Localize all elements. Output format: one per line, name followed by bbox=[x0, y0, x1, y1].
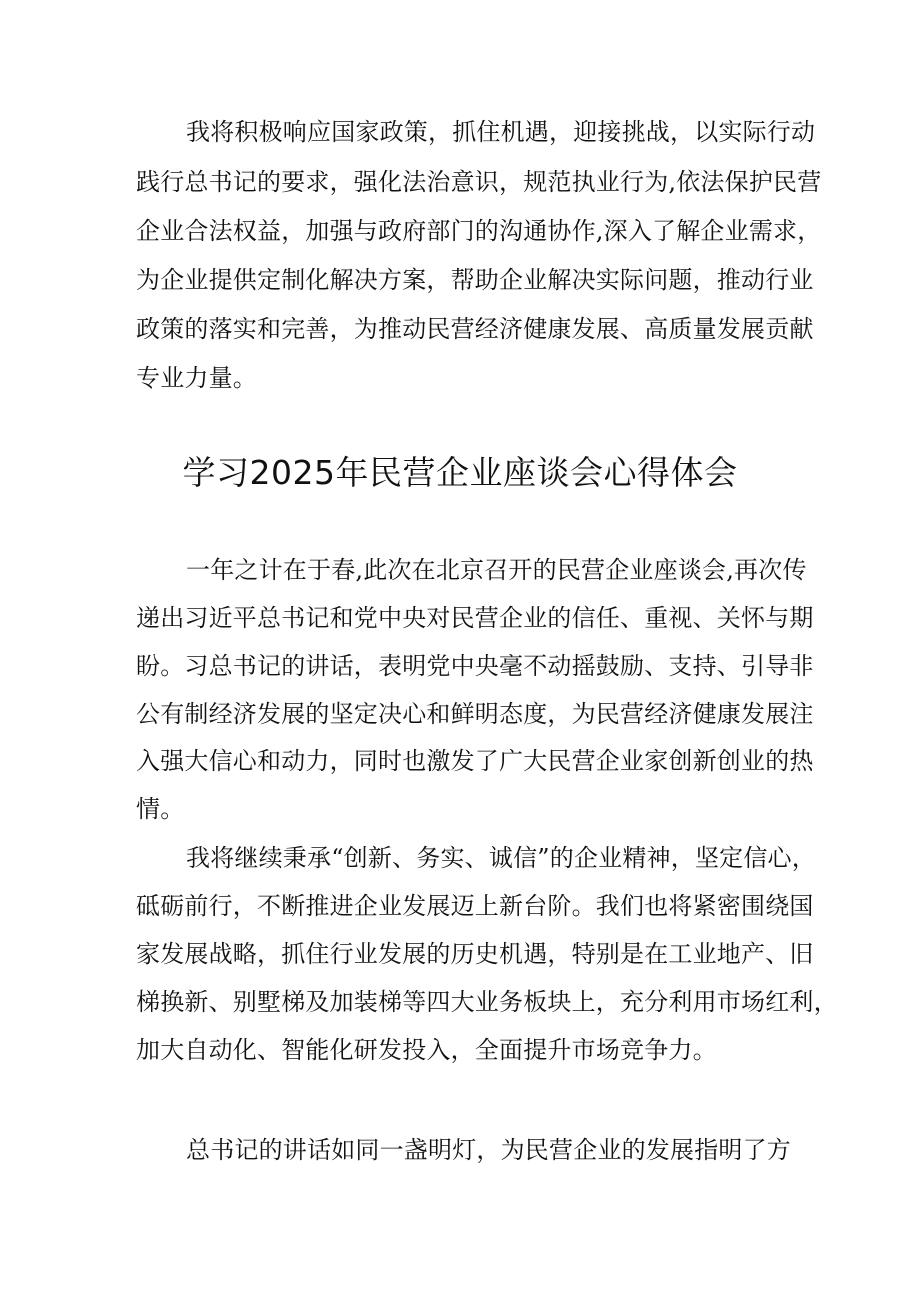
paragraph-3-line: 我将继续秉承“创新、务实、诚信”的企业精神，坚定信心， bbox=[186, 844, 816, 872]
paragraph-3-line: 加大自动化、智能化研发投入，全面提升市场竞争力。 bbox=[136, 1036, 717, 1064]
article-title: 学习2025年民营企业座谈会心得体会 bbox=[182, 453, 738, 492]
paragraph-2-line: 一年之计在于春,此次在北京召开的民营企业座谈会,再次传 bbox=[186, 556, 807, 584]
paragraph-1-line: 为企业提供定制化解决方案，帮助企业解决实际问题，推动行业 bbox=[136, 266, 814, 294]
paragraph-2-line: 情。 bbox=[136, 795, 185, 823]
paragraph-4-line: 总书记的讲话如同一盏明灯，为民营企业的发展指明了方 bbox=[186, 1136, 791, 1164]
paragraph-3-line: 砥砺前行，不断推进企业发展迈上新台阶。我们也将紧密围绕国 bbox=[136, 892, 814, 920]
paragraph-1-line: 践行总书记的要求，强化法治意识，规范执业行为,依法保护民营 bbox=[136, 168, 822, 196]
paragraph-2-line: 公有制经济发展的坚定决心和鲜明态度，为民营经济健康发展注 bbox=[136, 700, 814, 728]
paragraph-1-line: 我将积极响应国家政策，抓住机遇，迎接挑战，以实际行动 bbox=[186, 118, 816, 146]
paragraph-1-line: 政策的落实和完善，为推动民营经济健康发展、高质量发展贡献 bbox=[136, 315, 814, 343]
paragraph-2-line: 递出习近平总书记和党中央对民营企业的信任、重视、关怀与期 bbox=[136, 604, 814, 632]
paragraph-1-line: 专业力量。 bbox=[136, 364, 257, 392]
paragraph-3-line: 家发展战略，抓住行业发展的历史机遇，特别是在工业地产、旧 bbox=[136, 940, 814, 968]
paragraph-2-line: 入强大信心和动力，同时也激发了广大民营企业家创新创业的热 bbox=[136, 747, 814, 775]
paragraph-3-line: 梯换新、别墅梯及加装梯等四大业务板块上，充分利用市场红利， bbox=[136, 988, 838, 1016]
paragraph-1-line: 企业合法权益，加强与政府部门的沟通协作,深入了解企业需求， bbox=[136, 217, 822, 245]
paragraph-2-line: 盼。习总书记的讲话，表明党中央毫不动摇鼓励、支持、引导非 bbox=[136, 652, 814, 680]
